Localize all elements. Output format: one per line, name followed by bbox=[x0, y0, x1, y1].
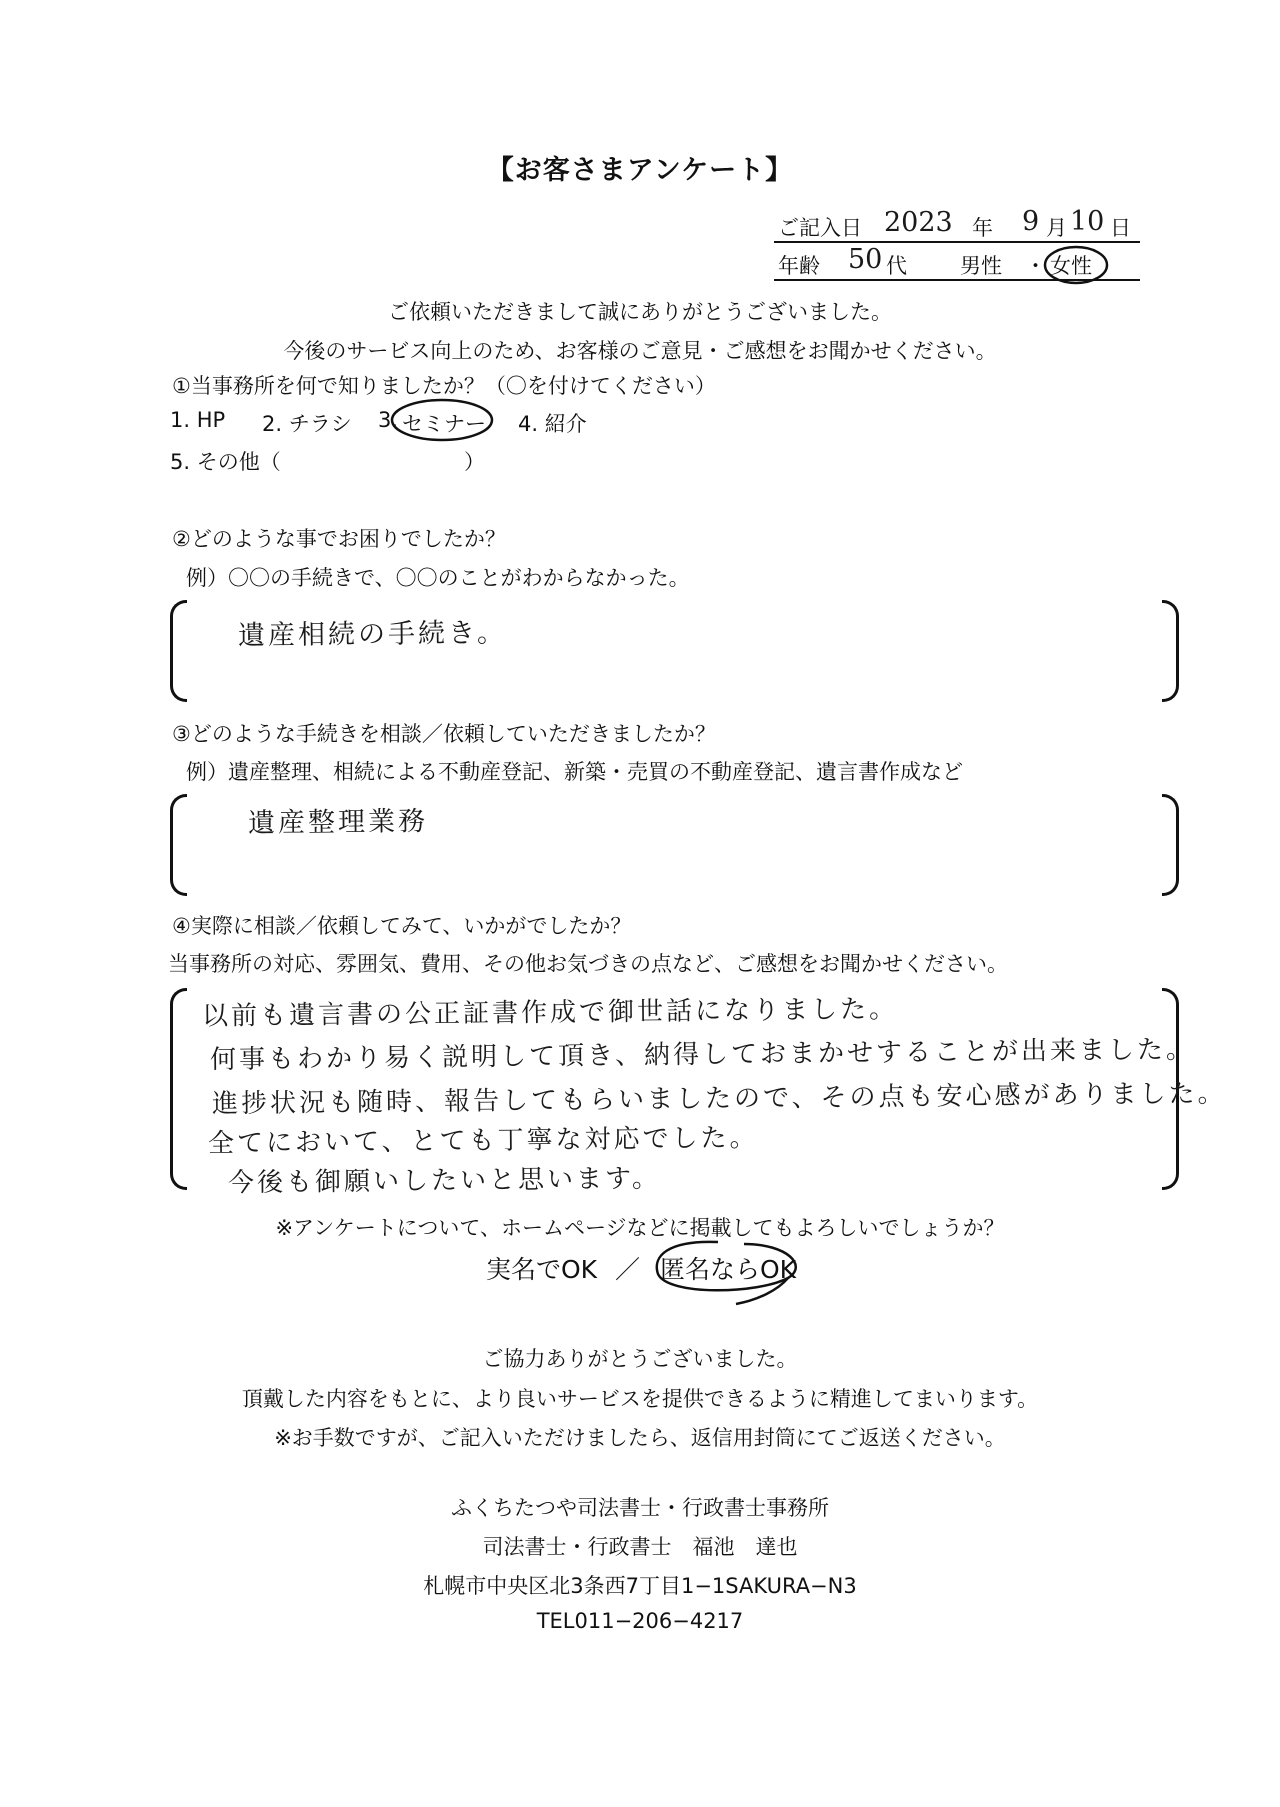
q2-example: 例）〇〇の手続きで、〇〇のことがわからなかった。 bbox=[186, 566, 690, 590]
q2-answer: 遺産相続の手続き。 bbox=[237, 617, 508, 652]
q2-answer-bracket-left bbox=[170, 600, 187, 702]
year-unit: 年 bbox=[972, 216, 993, 240]
office-name: ふくちたつや司法書士・行政書士事務所 bbox=[451, 1496, 829, 1520]
q1-other-close: ） bbox=[464, 450, 485, 474]
publish-option-real-name: 実名でOK bbox=[486, 1255, 598, 1284]
seminar-circle-mark bbox=[390, 396, 500, 446]
age-unit: 代 bbox=[886, 254, 907, 278]
q4-answer-bracket-left bbox=[170, 988, 187, 1190]
office-person: 司法書士・行政書士 福池 達也 bbox=[482, 1535, 798, 1559]
age-value: 50 bbox=[848, 244, 883, 275]
gender-dot: ・ bbox=[1025, 254, 1046, 278]
office-address: 札幌市中央区北3条西7丁目1−1SAKURA−N3 bbox=[423, 1574, 857, 1598]
closing-line-3: ※お手数ですが、ご記入いただけましたら、返信用封筒にてご返送ください。 bbox=[274, 1426, 1006, 1450]
month-unit: 月 bbox=[1046, 216, 1067, 240]
anonymous-circle-mark bbox=[648, 1238, 808, 1308]
q3-answer-bracket-right bbox=[1162, 794, 1179, 896]
publish-question: ※アンケートについて、ホームページなどに掲載してもよろしいでしょうか？ bbox=[275, 1216, 1005, 1240]
q4-answer-line-5: 今後も御願いしたいと思います。 bbox=[227, 1163, 662, 1199]
date-month: 9 bbox=[1022, 206, 1040, 237]
q2-question: ②どのような事でお困りでしたか？ bbox=[172, 527, 506, 551]
q4-answer-line-2: 何事もわかり易く説明して頂き、納得しておまかせすることが出来ました。 bbox=[209, 1034, 1196, 1076]
publish-slash: ／ bbox=[615, 1255, 641, 1284]
day-unit: 日 bbox=[1110, 216, 1131, 240]
q4-example: 当事務所の対応、雰囲気、費用、その他お気づきの点など、ご感想をお聞かせください。 bbox=[168, 952, 1008, 976]
q2-answer-bracket-right bbox=[1162, 600, 1179, 702]
date-label: ご記入日 bbox=[778, 216, 862, 240]
q1-option-3-number: 3. bbox=[378, 408, 399, 432]
intro-line-2: 今後のサービス向上のため、お客様のご意見・ご感想をお聞かせください。 bbox=[283, 339, 997, 363]
intro-line-1: ご依頼いただきまして誠にありがとうございました。 bbox=[388, 300, 892, 324]
gender-female: 女性 bbox=[1050, 254, 1092, 278]
q3-answer-bracket-left bbox=[170, 794, 187, 896]
q4-answer-line-1: 以前も遺言書の公正証書作成で御世話になりました。 bbox=[201, 994, 899, 1032]
closing-line-1: ご協力ありがとうございました。 bbox=[482, 1347, 798, 1371]
gender-male: 男性 bbox=[960, 254, 1002, 278]
page-title: 【お客さまアンケート】 bbox=[486, 155, 794, 186]
q1-question: ①当事務所を何で知りましたか？（〇を付けてください） bbox=[172, 374, 716, 398]
publish-option-anonymous: 匿名ならOK bbox=[660, 1255, 797, 1284]
age-label: 年齢 bbox=[778, 254, 820, 278]
q1-option-seminar: セミナー bbox=[402, 412, 486, 436]
q1-option-hp: 1. HP bbox=[170, 408, 226, 432]
office-tel: TEL011−206−4217 bbox=[536, 1609, 744, 1633]
q4-answer-line-3: 進捗状況も随時、報告してもらいましたので、その点も安心感がありました。 bbox=[211, 1078, 1227, 1120]
q4-answer-line-4: 全てにおいて、とても丁寧な対応でした。 bbox=[207, 1123, 759, 1159]
date-year: 2023 bbox=[884, 207, 953, 238]
q4-question: ④実際に相談／依頼してみて、いかがでしたか？ bbox=[172, 914, 632, 938]
female-circle-mark bbox=[1040, 240, 1110, 290]
closing-line-2: 頂戴した内容をもとに、より良いサービスを提供できるように精進してまいります。 bbox=[241, 1387, 1039, 1411]
q1-option-other: 5. その他（ bbox=[170, 450, 281, 474]
q1-option-referral: 4. 紹介 bbox=[518, 412, 587, 436]
q3-answer: 遺産整理業務 bbox=[247, 806, 429, 839]
date-day: 10 bbox=[1070, 206, 1105, 237]
q3-question: ③どのような手続きを相談／依頼していただきましたか？ bbox=[172, 722, 716, 746]
q1-option-flyer: 2. チラシ bbox=[262, 412, 352, 436]
q3-example: 例）遺産整理、相続による不動産登記、新築・売買の不動産登記、遺言書作成など bbox=[186, 760, 963, 784]
